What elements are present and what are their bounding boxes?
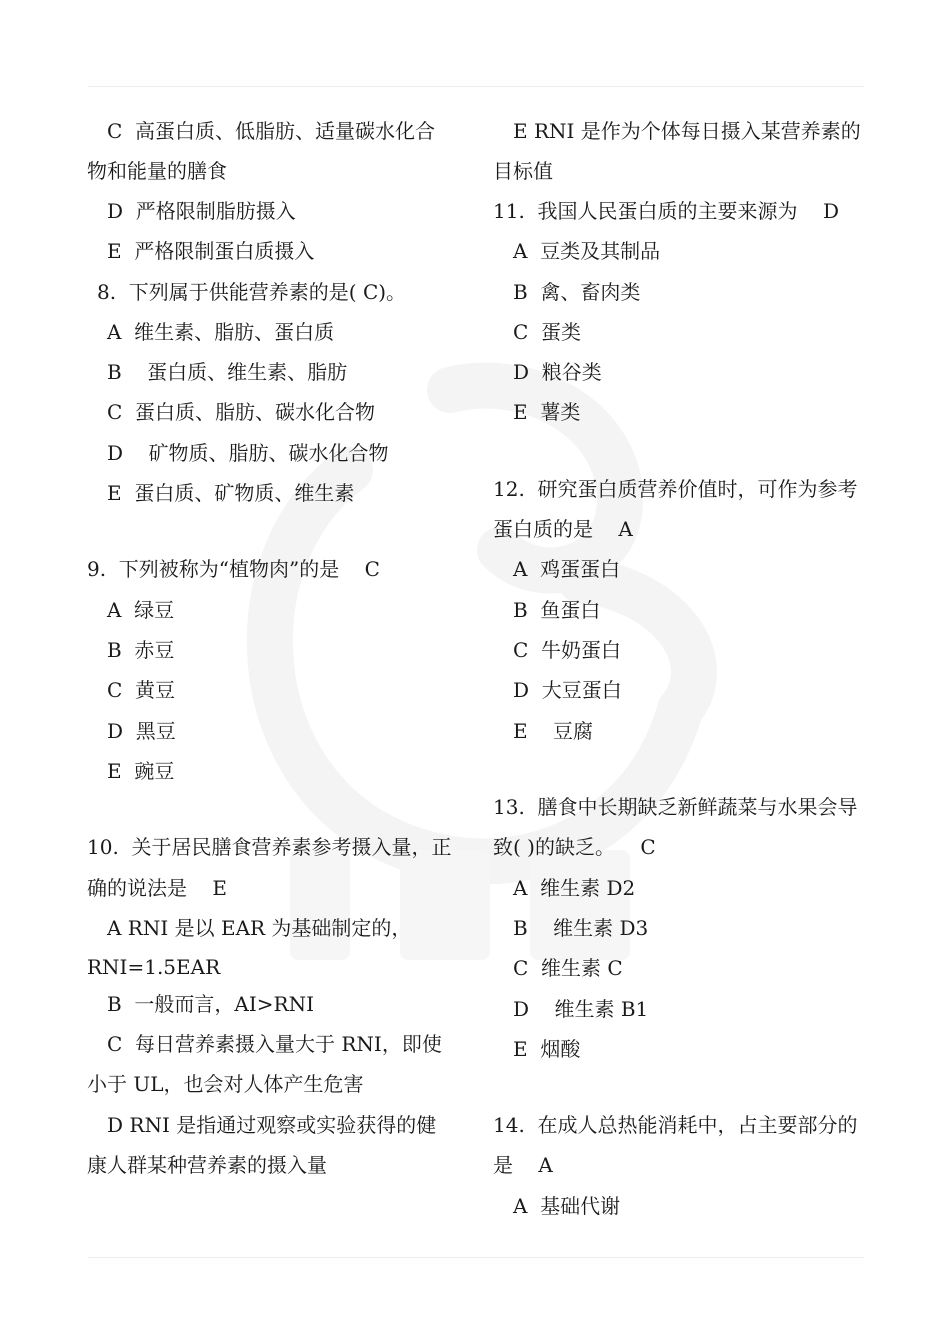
q10-option-c-line2: 小于 UL，也会对人体产生危害 <box>87 1072 364 1096</box>
q12-option-e: E 豆腐 <box>513 719 594 743</box>
q8-option-e: E 蛋白质、矿物质、维生素 <box>107 481 355 505</box>
q13-question-line2: 致( )的缺乏。 C <box>493 835 656 859</box>
q11-option-e: E 薯类 <box>513 400 581 424</box>
q9-option-a: A 绿豆 <box>107 598 175 622</box>
q9-question: 9. 下列被称为“植物肉”的是 C <box>87 557 380 581</box>
q13-option-e: E 烟酸 <box>513 1037 581 1061</box>
q12-option-d: D 大豆蛋白 <box>513 678 622 702</box>
q14-question-line1: 14. 在成人总热能消耗中，占主要部分的 <box>493 1113 858 1137</box>
q10-option-a-line1: A RNI 是以 EAR 为基础制定的， <box>107 916 412 940</box>
q7-option-c-line2: 物和能量的膳食 <box>87 159 227 183</box>
q9-option-c: C 黄豆 <box>107 678 176 702</box>
watermark-logo-icon <box>200 330 760 990</box>
q10-question-line2: 确的说法是 E <box>87 876 228 900</box>
q10-option-d-line1: D RNI 是指通过观察或实验获得的健 <box>107 1113 437 1137</box>
q8-option-a: A 维生素、脂肪、蛋白质 <box>107 320 335 344</box>
q11-option-c: C 蛋类 <box>513 320 582 344</box>
q14-option-a: A 基础代谢 <box>513 1194 621 1218</box>
q8-question: 8. 下列属于供能营养素的是( C)。 <box>97 280 407 304</box>
q7-option-d: D 严格限制脂肪摄入 <box>107 199 296 223</box>
q12-question-line2: 蛋白质的是 A <box>493 517 633 541</box>
q11-option-b: B 禽、畜肉类 <box>513 280 641 304</box>
q14-question-line2: 是 A <box>493 1153 553 1177</box>
q10-option-d-line2: 康人群某种营养素的摄入量 <box>87 1153 327 1177</box>
q11-option-d: D 粮谷类 <box>513 360 602 384</box>
header-rule <box>88 86 864 87</box>
q13-option-c: C 维生素 C <box>513 956 623 980</box>
q10-option-a-line2: RNI=1.5EAR <box>87 955 221 979</box>
q12-option-b: B 鱼蛋白 <box>513 598 601 622</box>
q12-option-c: C 牛奶蛋白 <box>513 638 622 662</box>
q13-option-a: A 维生素 D2 <box>513 876 636 900</box>
q11-question: 11. 我国人民蛋白质的主要来源为 D <box>493 199 839 223</box>
q11-option-a: A 豆类及其制品 <box>513 239 661 263</box>
q10-option-e-line1: E RNI 是作为个体每日摄入某营养素的 <box>513 119 861 143</box>
footer-rule <box>88 1257 864 1258</box>
q8-option-b: B 蛋白质、维生素、脂肪 <box>107 360 348 384</box>
q13-option-b: B 维生素 D3 <box>513 916 649 940</box>
q10-option-c-line1: C 每日营养素摄入量大于 RNI，即使 <box>107 1032 442 1056</box>
q9-option-d: D 黑豆 <box>107 719 176 743</box>
q10-option-e-line2: 目标值 <box>493 159 553 183</box>
q7-option-c-line1: C 高蛋白质、低脂肪、适量碳水化合 <box>107 119 436 143</box>
q10-option-b: B 一般而言，AI>RNI <box>107 992 314 1016</box>
q9-option-b: B 赤豆 <box>107 638 175 662</box>
q7-option-e: E 严格限制蛋白质摄入 <box>107 239 315 263</box>
q13-option-d: D 维生素 B1 <box>513 997 649 1021</box>
q8-option-d: D 矿物质、脂肪、碳水化合物 <box>107 441 389 465</box>
q12-question-line1: 12. 研究蛋白质营养价值时，可作为参考 <box>493 477 858 501</box>
q10-question-line1: 10. 关于居民膳食营养素参考摄入量，正 <box>87 835 452 859</box>
q12-option-a: A 鸡蛋蛋白 <box>513 557 621 581</box>
q13-question-line1: 13. 膳食中长期缺乏新鲜蔬菜与水果会导 <box>493 795 858 819</box>
q9-option-e: E 豌豆 <box>107 759 175 783</box>
q8-option-c: C 蛋白质、脂肪、碳水化合物 <box>107 400 376 424</box>
